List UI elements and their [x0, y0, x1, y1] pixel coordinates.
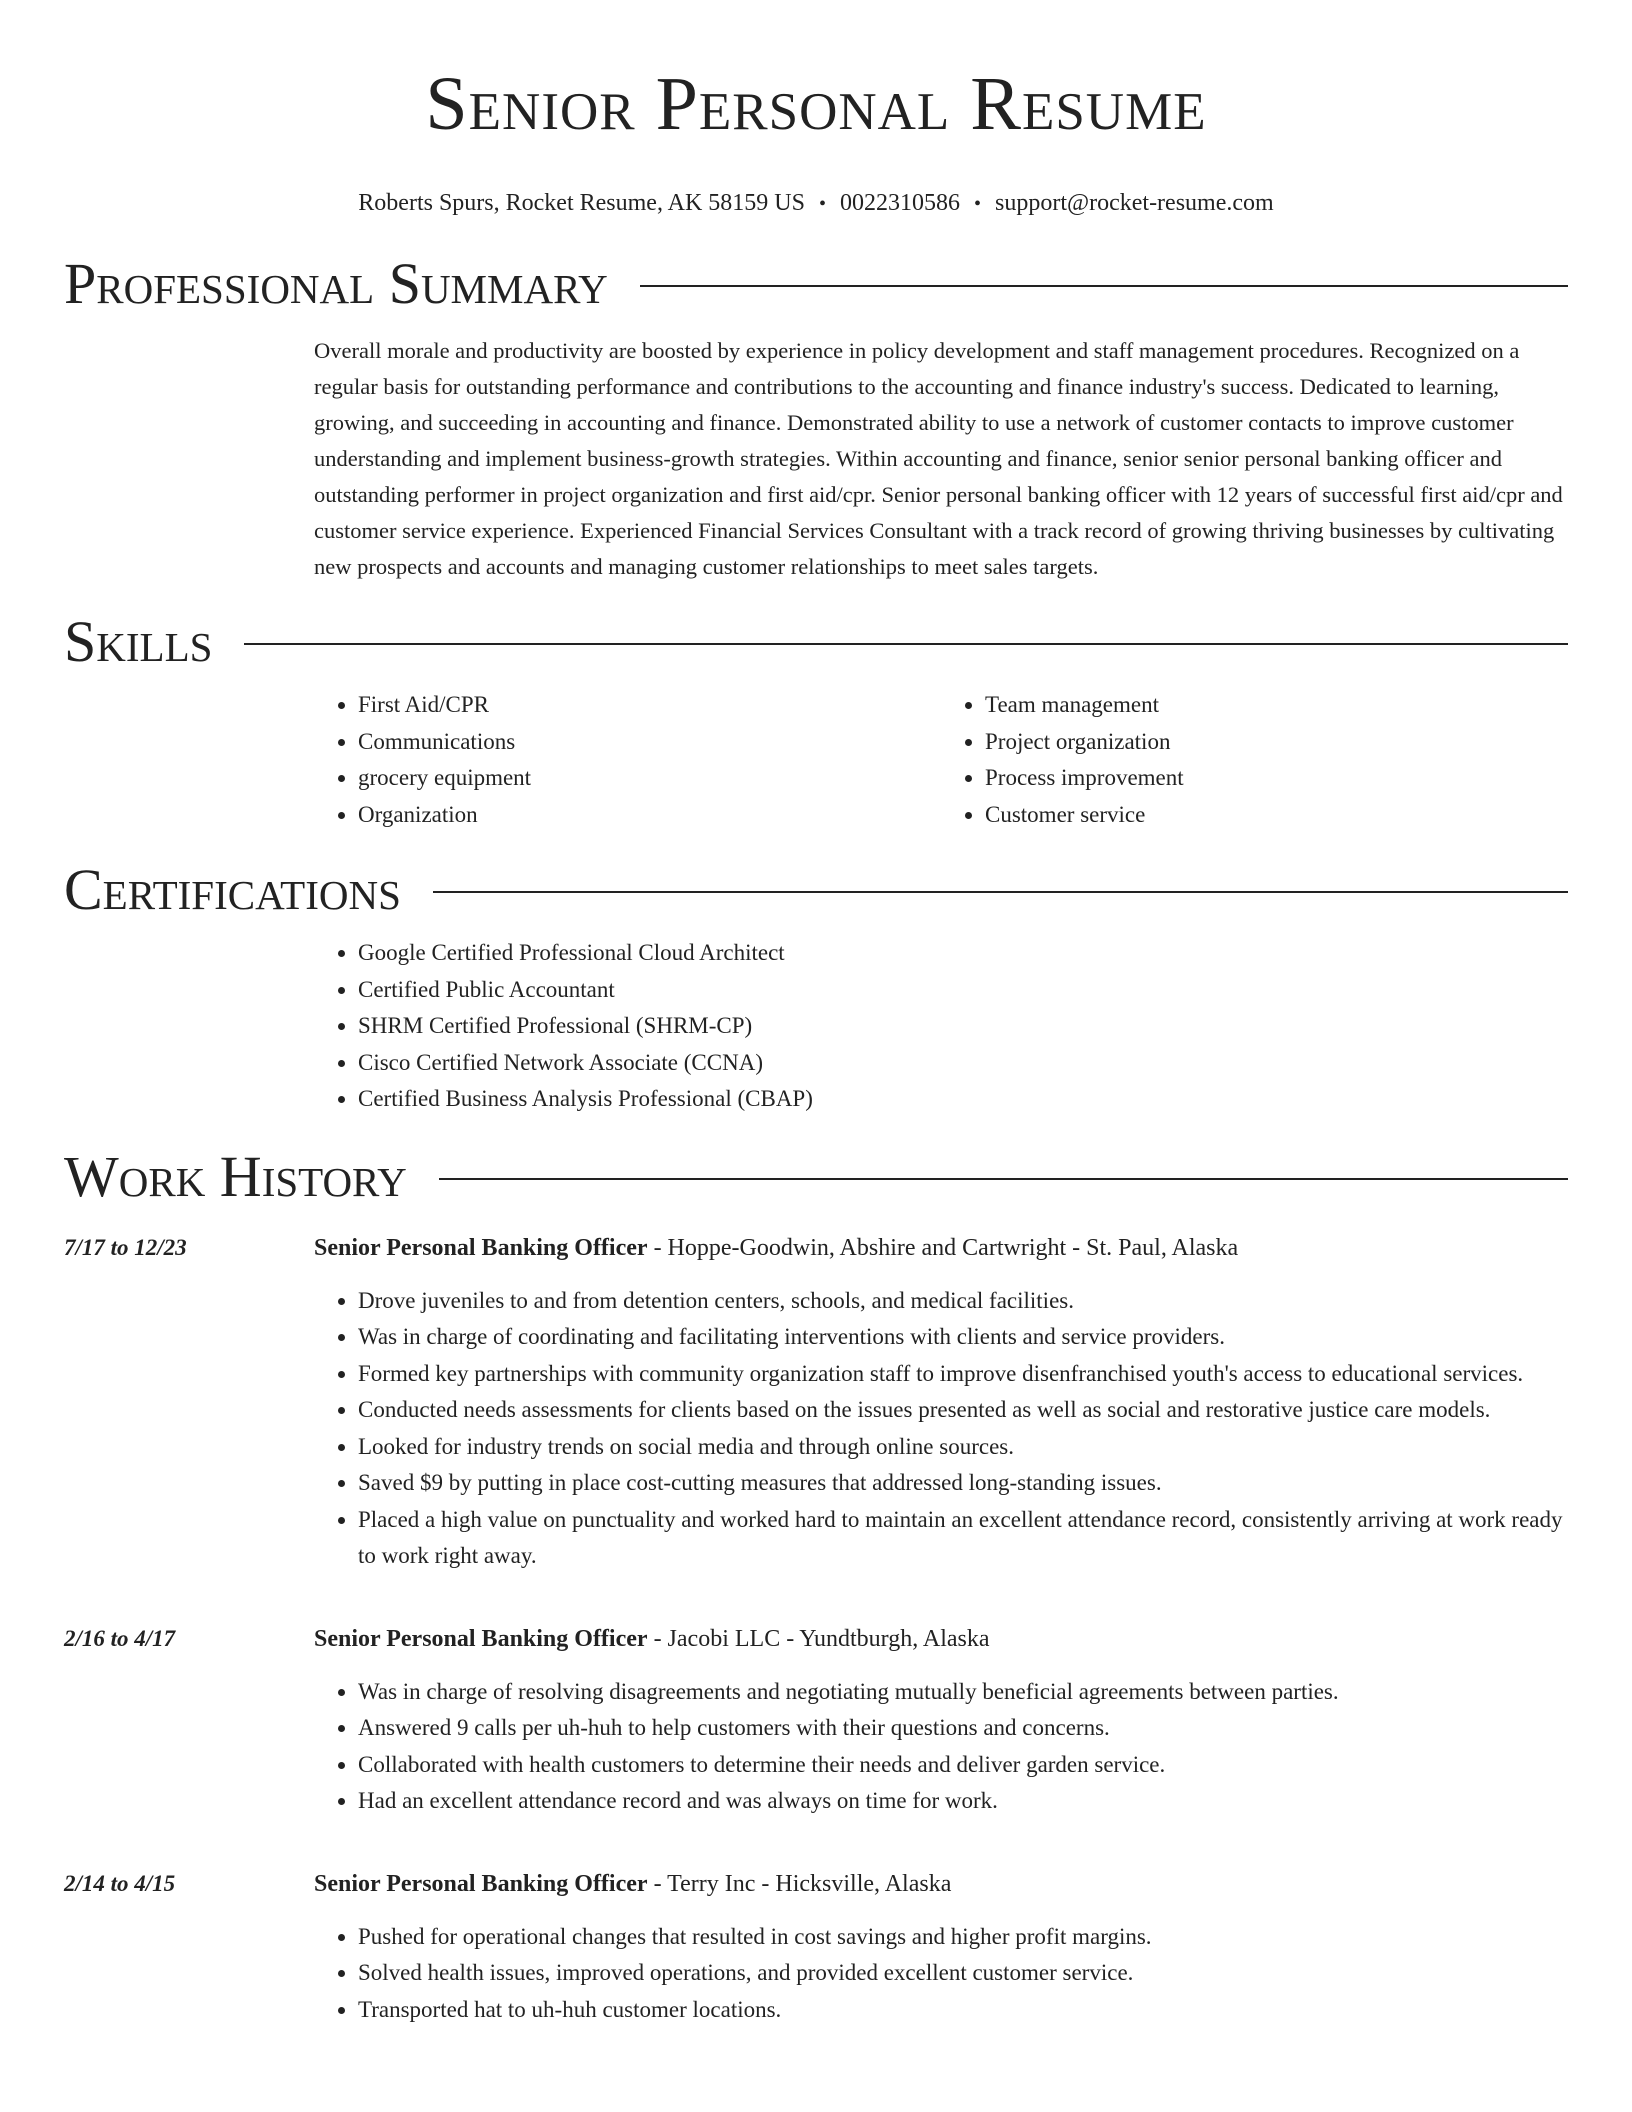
skills-list-left — [314, 687, 941, 833]
skill-item: • Organization — [358, 797, 941, 834]
job-bullet: • Answered 9 calls per uh-huh to help customers with their questions and concerns. — [358, 1710, 1568, 1747]
job-bullet: • Was in charge of coordinating and facilitating interventions with clients and service providers. — [358, 1319, 1568, 1356]
job-dates: 2/16 to 4/17 — [64, 1625, 176, 1651]
job-bullet: • Solved health issues, improved operations, and provided excellent customer service. — [358, 1955, 1568, 1992]
job-bullets — [314, 1674, 1568, 1820]
section-divider — [433, 891, 1568, 893]
skills-grid — [314, 687, 1568, 833]
skill-item: • Team management — [985, 687, 1568, 724]
work-history-title: Work History — [64, 1143, 407, 1209]
job-bullet: • Formed key partnerships with community organization staff to improve disenfranchised youth's access to educational services. — [358, 1356, 1568, 1393]
work-history-section — [64, 1143, 1568, 2029]
skill-item: • First Aid/CPR — [358, 687, 941, 724]
job-employer: - Terry Inc - Hicksville, Alaska — [647, 1870, 952, 1897]
job-bullet: • Transported hat to uh-huh customer locations. — [358, 1992, 1568, 2029]
job-entry — [64, 1230, 1568, 1575]
certification-item: • Certified Business Analysis Professional (CBAP) — [358, 1081, 1568, 1118]
certifications-title: Certifications — [64, 857, 401, 922]
skill-item: • Project organization — [985, 724, 1568, 761]
certifications-heading — [64, 859, 1568, 921]
job-dates: 2/14 to 4/15 — [64, 1870, 176, 1896]
contact-separator: • — [818, 193, 826, 215]
contact-line — [64, 188, 1568, 219]
job-role: Senior Personal Banking Officer — [314, 1234, 648, 1261]
job-role: Senior Personal Banking Officer — [314, 1625, 648, 1652]
job-entry — [64, 1621, 1568, 1820]
job-details — [314, 1621, 1568, 1820]
certifications-section — [64, 859, 1568, 1118]
summary-title: Professional Summary — [64, 251, 608, 316]
job-bullet: • Placed a high value on punctuality and worked hard to maintain an excellent attendance record, consistently arriving at work ready to work right away. — [358, 1502, 1568, 1575]
job-heading — [314, 1621, 1568, 1657]
skill-item: • Process improvement — [985, 760, 1568, 797]
section-divider — [640, 285, 1568, 287]
job-bullet: • Looked for industry trends on social media and through online sources. — [358, 1429, 1568, 1466]
job-bullet: • Collaborated with health customers to determine their needs and deliver garden service. — [358, 1747, 1568, 1784]
job-role: Senior Personal Banking Officer — [314, 1870, 648, 1897]
job-employer: - Hoppe-Goodwin, Abshire and Cartwright - St. Paul, Alaska — [647, 1234, 1239, 1261]
resume-title: Senior Personal Resume — [425, 62, 1207, 146]
skill-item: • Customer service — [985, 797, 1568, 834]
job-entry — [64, 1866, 1568, 2029]
job-details — [314, 1866, 1568, 2029]
job-bullet: • Had an excellent attendance record and was always on time for work. — [358, 1783, 1568, 1820]
section-divider — [439, 1178, 1568, 1180]
summary-text: Overall morale and productivity are boosted by experience in policy development and staff management procedures. Recognized on a regular basis for outstanding performance and contributions to the accounting and finance industry's success. Dedicated to learning, growing, and succeeding in accounting and finance. Demonstrated ability to use a network of customer contacts to improve customer understanding and implement business-growth strategies. Within accounting and finance, senior senior personal banking officer and outstanding performer in project organization and first aid/cpr. Senior personal banking officer with 12 years of successful first aid/cpr and customer service experience. Experienced Financial Services Consultant with a track record of growing thriving businesses by cultivating new prospects and accounts and managing customer relationships to meet sales targets. — [314, 338, 1563, 579]
job-bullets — [314, 1919, 1568, 2029]
job-heading — [314, 1230, 1568, 1266]
certification-item: • Google Certified Professional Cloud Architect — [358, 935, 1568, 972]
contact-email[interactable]: support@rocket-resume.com — [995, 190, 1274, 216]
job-bullet: • Saved $9 by putting in place cost-cutting measures that addressed long-standing issues. — [358, 1465, 1568, 1502]
job-heading — [314, 1866, 1568, 1902]
certification-item: • Certified Public Accountant — [358, 972, 1568, 1009]
contact-phone: 0022310586 — [839, 190, 960, 216]
certification-item: • Cisco Certified Network Associate (CCNA) — [358, 1045, 1568, 1082]
certification-item: • SHRM Certified Professional (SHRM-CP) — [358, 1008, 1568, 1045]
job-dates: 7/17 to 12/23 — [64, 1234, 187, 1260]
section-divider — [244, 643, 1568, 645]
job-details — [314, 1230, 1568, 1575]
summary-section — [64, 253, 1568, 585]
summary-heading — [64, 253, 1568, 315]
work-history-heading — [64, 1143, 1568, 1209]
certifications-list-wrap — [314, 935, 1568, 1118]
skill-item: • Communications — [358, 724, 941, 761]
skills-section — [64, 611, 1568, 833]
certifications-list — [314, 935, 1568, 1118]
job-bullet: • Was in charge of resolving disagreements and negotiating mutually beneficial agreements between parties. — [358, 1674, 1568, 1711]
skill-item: • grocery equipment — [358, 760, 941, 797]
job-bullet: • Drove juveniles to and from detention centers, schools, and medical facilities. — [358, 1283, 1568, 1320]
contact-address: Roberts Spurs, Rocket Resume, AK 58159 US — [358, 190, 805, 216]
skills-heading — [64, 611, 1568, 673]
skills-list-right — [941, 687, 1568, 833]
skills-title: Skills — [64, 609, 213, 674]
contact-separator: • — [973, 193, 981, 215]
job-bullet: • Conducted needs assessments for clients based on the issues presented as well as social and restorative justice care models. — [358, 1392, 1568, 1429]
job-bullets — [314, 1283, 1568, 1575]
job-employer: - Jacobi LLC - Yundtburgh, Alaska — [647, 1625, 990, 1652]
job-bullet: • Pushed for operational changes that resulted in cost savings and higher profit margins. — [358, 1919, 1568, 1956]
